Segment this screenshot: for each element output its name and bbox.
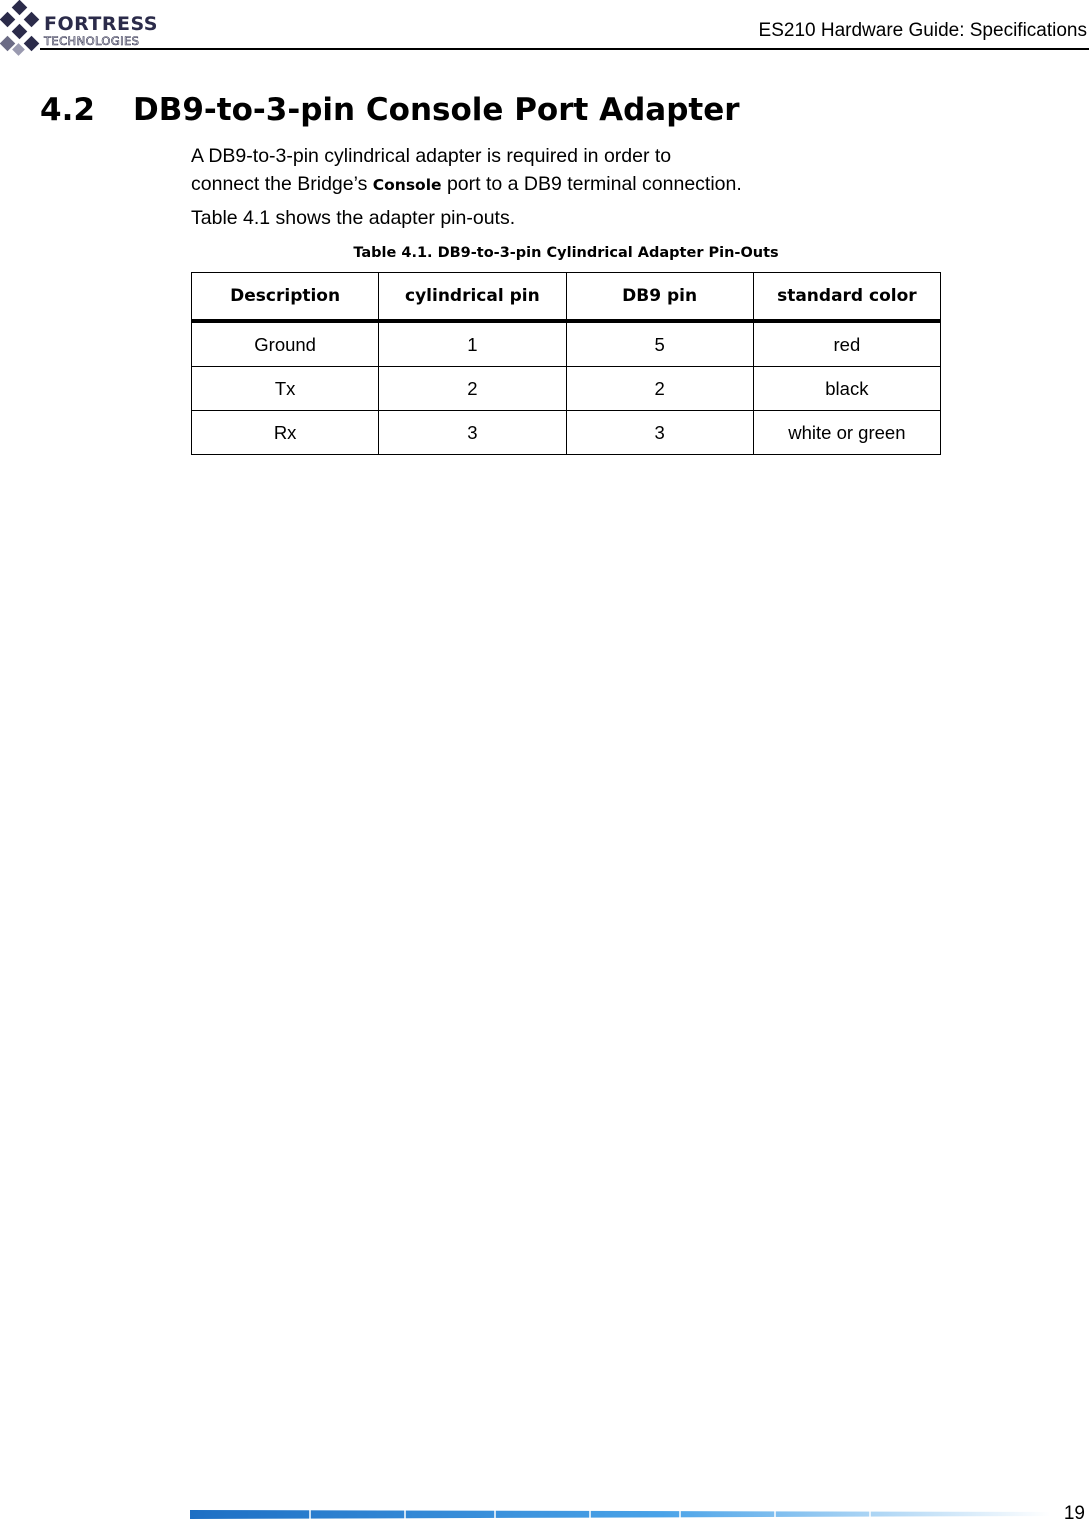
table-cell: Rx bbox=[192, 411, 379, 455]
table-cell: 3 bbox=[566, 411, 753, 455]
section-number: 4.2 bbox=[40, 92, 95, 128]
intro-line-1: A DB9-to-3-pin cylindrical adapter is required in order to bbox=[191, 145, 672, 167]
column-header: standard color bbox=[753, 273, 940, 322]
table-cell: 5 bbox=[566, 321, 753, 367]
section-title: DB9-to-3-pin Console Port Adapter bbox=[133, 92, 740, 128]
header-rule bbox=[40, 48, 1089, 50]
column-header: cylindrical pin bbox=[379, 273, 566, 322]
logo-wordmark: FORTRESS bbox=[44, 13, 158, 35]
table-cell: black bbox=[753, 367, 940, 411]
column-header: DB9 pin bbox=[566, 273, 753, 322]
table-reference-paragraph: Table 4.1 shows the adapter pin-outs. bbox=[191, 207, 516, 229]
column-header: Description bbox=[192, 273, 379, 322]
table-cell: white or green bbox=[753, 411, 940, 455]
table-cell: Tx bbox=[192, 367, 379, 411]
table-header-row bbox=[192, 273, 941, 322]
running-header-title: ES210 Hardware Guide: Specifications bbox=[758, 20, 1087, 41]
table-row bbox=[192, 411, 941, 455]
page-number: 19 bbox=[1063, 1503, 1085, 1524]
table-cell: Ground bbox=[192, 321, 379, 367]
intro-line-2 bbox=[191, 170, 742, 199]
footer-decorative-bar bbox=[190, 1507, 1050, 1521]
logo-subtext: TECHNOLOGIES bbox=[44, 34, 140, 48]
table-caption: Table 4.1. DB9-to-3-pin Cylindrical Adapter Pin-Outs bbox=[353, 245, 779, 261]
section-heading bbox=[40, 92, 740, 128]
table-row bbox=[192, 321, 941, 367]
table-cell: 2 bbox=[566, 367, 753, 411]
intro-paragraph bbox=[191, 142, 742, 199]
intro-line-2-start: connect the Bridge’s bbox=[191, 173, 368, 195]
intro-line-2-end: port to a DB9 terminal connection. bbox=[446, 173, 742, 195]
table-cell: red bbox=[753, 321, 940, 367]
fortress-logo bbox=[0, 0, 180, 60]
pinout-table bbox=[191, 272, 941, 455]
table-cell: 2 bbox=[379, 367, 566, 411]
table-cell: 1 bbox=[379, 321, 566, 367]
console-keyword: Console bbox=[372, 176, 442, 194]
table-row bbox=[192, 367, 941, 411]
table-cell: 3 bbox=[379, 411, 566, 455]
